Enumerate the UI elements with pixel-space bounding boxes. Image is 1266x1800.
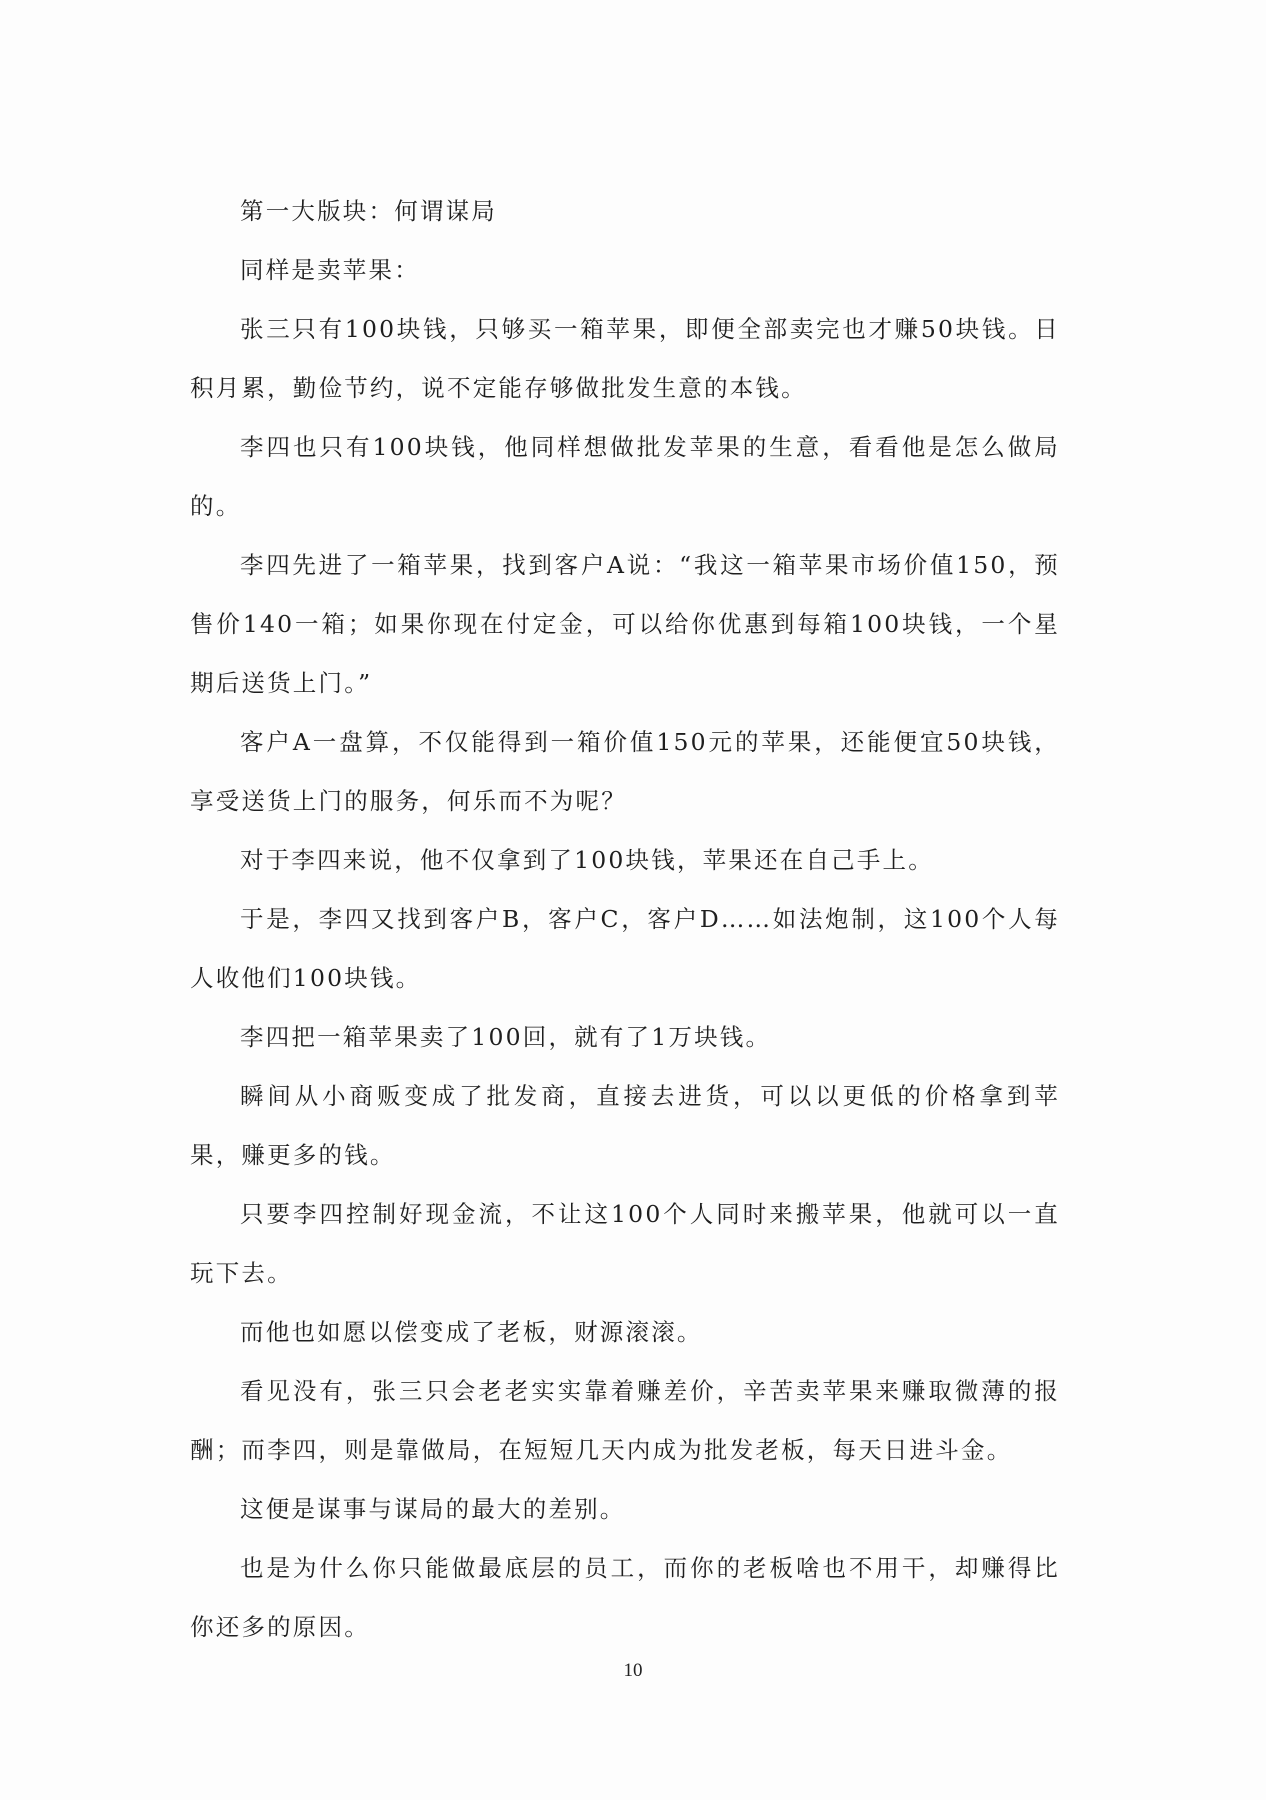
paragraph: 瞬间从小商贩变成了批发商，直接去进货，可以以更低的价格拿到苹果，赚更多的钱。: [190, 1082, 1060, 1169]
paragraph: 看见没有，张三只会老老实实靠着赚差价，辛苦卖苹果来赚取微薄的报酬；而李四，则是靠做局，在短短几天内成为批发老板，每天日进斗金。: [190, 1377, 1060, 1464]
section-heading: 第一大版块：何谓谋局: [240, 197, 497, 225]
paragraph: 李四也只有100块钱，他同样想做批发苹果的生意，看看他是怎么做局的。: [190, 433, 1060, 520]
page-number: 10: [623, 1660, 643, 1681]
paragraph: 只要李四控制好现金流，不让这100个人同时来搬苹果，他就可以一直玩下去。: [190, 1200, 1060, 1287]
paragraph: 而他也如愿以偿变成了老板，财源滚滚。: [240, 1318, 703, 1346]
paragraph: 李四先进了一箱苹果，找到客户A说：“我这一箱苹果市场价值150，预售价140一箱；如果你现在付定金，可以给你优惠到每箱100块钱，一个星期后送货上门。”: [190, 551, 1060, 697]
paragraph: 也是为什么你只能做最底层的员工，而你的老板啥也不用干，却赚得比你还多的原因。: [190, 1554, 1060, 1641]
paragraph: 客户A一盘算，不仅能得到一箱价值150元的苹果，还能便宜50块钱，享受送货上门的服务，何乐而不为呢？: [190, 728, 1060, 815]
paragraph: 对于李四来说，他不仅拿到了100块钱，苹果还在自己手上。: [240, 846, 934, 874]
paragraph: 张三只有100块钱，只够买一箱苹果，即便全部卖完也才赚50块钱。日积月累，勤俭节约，说不定能存够做批发生意的本钱。: [190, 315, 1060, 402]
paragraph: 于是，李四又找到客户B，客户C，客户D……如法炮制，这100个人每人收他们100块钱。: [190, 905, 1060, 992]
paragraph: 同样是卖苹果：: [240, 256, 420, 284]
paragraph: 这便是谋事与谋局的最大的差别。: [240, 1495, 626, 1523]
paragraph: 李四把一箱苹果卖了100回，就有了1万块钱。: [240, 1023, 772, 1051]
body-text: [190, 182, 1060, 1657]
